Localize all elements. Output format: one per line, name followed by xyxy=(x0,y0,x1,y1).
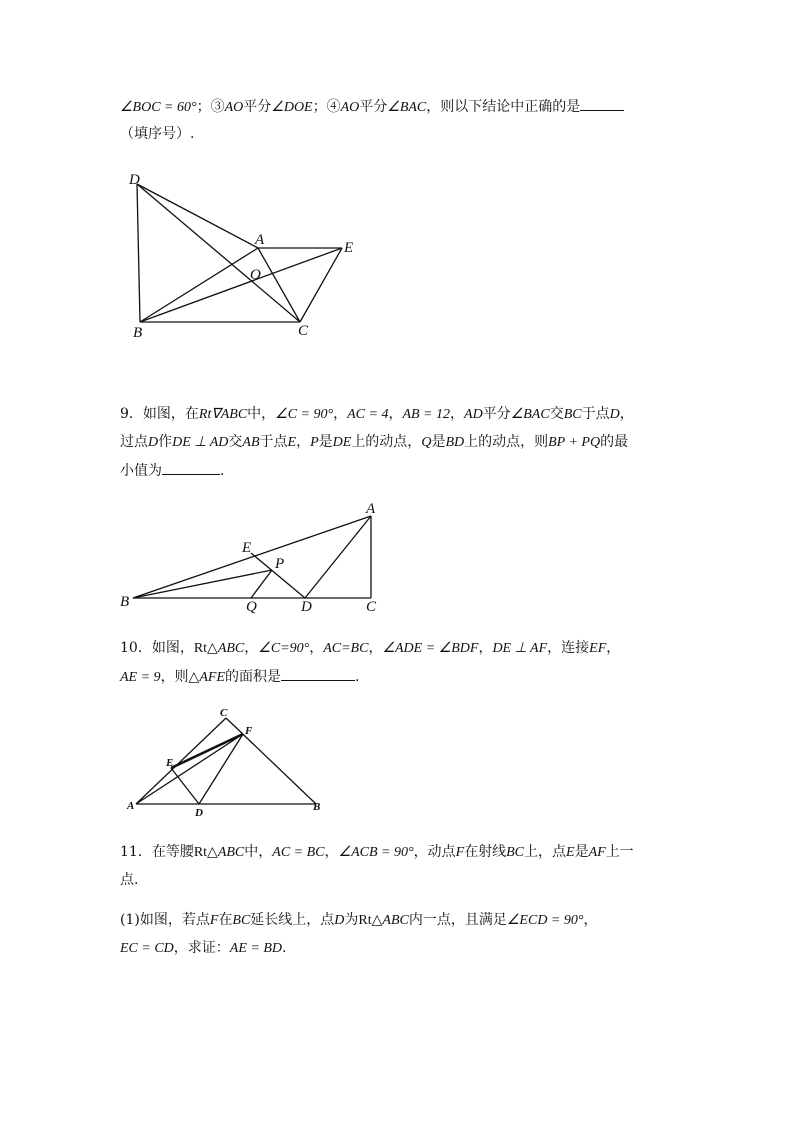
text-segment: 交 xyxy=(228,434,243,450)
text-segment: 于点 xyxy=(259,434,288,450)
text-segment: E xyxy=(566,845,575,860)
text-segment: F xyxy=(455,845,465,860)
text-segment: ，则△ xyxy=(160,669,200,685)
text-segment: AE = BD xyxy=(229,941,283,956)
text-segment: 是 xyxy=(318,434,333,450)
q8-text-line-1: ∠BOC = 60°；③AO平分∠DOE；④AO平分∠BAC，则以下结论中正确的是 xyxy=(120,96,624,118)
text-segment: ， xyxy=(388,406,403,422)
text-segment: D xyxy=(609,407,620,422)
q8-label-b: B xyxy=(133,325,143,341)
q8-label-o: O xyxy=(250,267,261,283)
q8-angle-boc: ∠BOC = 60° xyxy=(120,100,197,115)
q9-label-q: Q xyxy=(246,599,257,615)
text-segment: 作 xyxy=(158,434,173,450)
text-segment: ， xyxy=(324,844,339,860)
text-segment: BC xyxy=(232,913,251,928)
text-segment: 10．如图， xyxy=(120,640,194,656)
text-segment: BC xyxy=(563,407,582,422)
text-segment: ， xyxy=(309,640,324,656)
q10-label-b: B xyxy=(313,801,321,813)
text-segment: 11．在等腰 xyxy=(120,844,194,860)
text-segment: ，求证： xyxy=(173,940,230,956)
text-segment: ， xyxy=(296,434,311,450)
text-segment: D xyxy=(334,913,345,928)
text-segment: D xyxy=(148,435,159,450)
text-segment: P xyxy=(310,435,319,450)
text-segment: ABC xyxy=(217,845,245,860)
text-segment: AB xyxy=(242,435,260,450)
q9-text-line-3: 小值为 . xyxy=(120,460,224,481)
text-segment: 过点 xyxy=(120,434,148,450)
text-segment: ，连接 xyxy=(547,640,590,656)
text-segment: 平分 xyxy=(482,406,511,422)
text-segment: 是 xyxy=(431,434,446,450)
q10-label-d: D xyxy=(195,807,203,819)
text-segment: 上的动点，则 xyxy=(464,434,549,450)
q9-label-d: D xyxy=(301,599,312,615)
text-segment: E xyxy=(287,435,297,450)
text-segment: AB = 12 xyxy=(402,407,451,422)
q11-part1-line-1 xyxy=(120,910,597,931)
q9-label-e: E xyxy=(242,540,252,556)
text-segment: ∠ADE = ∠BDF xyxy=(382,641,479,656)
text-segment: (1)如图，若点 xyxy=(120,912,210,928)
text-segment: 是 xyxy=(574,844,589,860)
q8-label-e: E xyxy=(344,240,354,256)
text-segment: AC=BC xyxy=(323,641,369,656)
text-segment: BC xyxy=(506,845,525,860)
q10-label-e: E xyxy=(166,757,174,769)
text-segment: ，动点 xyxy=(413,844,456,860)
text-segment: AFE xyxy=(199,670,225,685)
text-segment: 于点 xyxy=(581,406,610,422)
text-segment: 中， xyxy=(247,406,276,422)
q11-part1-line-2 xyxy=(120,938,286,959)
q10-label-f: F xyxy=(245,725,253,737)
text-segment: 内一点，且满足 xyxy=(408,912,507,928)
text-segment: AE = 9 xyxy=(120,670,161,685)
text-segment: EC = CD xyxy=(120,941,174,956)
text-segment: 为 xyxy=(344,912,359,928)
q8-label-a: A xyxy=(255,232,265,248)
text-segment: 上，点 xyxy=(524,844,567,860)
text-segment: EF xyxy=(589,641,607,656)
q10-label-c: C xyxy=(220,707,228,719)
text-segment: BP + PQ xyxy=(548,435,601,450)
text-segment: ， xyxy=(606,640,621,656)
text-segment: 的最 xyxy=(600,434,629,450)
text-segment: 9．如图，在 xyxy=(120,406,199,422)
text-segment: 延长线上，点 xyxy=(250,912,335,928)
text-segment: ， xyxy=(368,640,383,656)
q8-label-c: C xyxy=(298,323,309,339)
text-segment: Rt△ xyxy=(358,913,383,928)
text-segment: AF xyxy=(588,845,606,860)
q9-label-p: P xyxy=(275,556,285,572)
q9-label-b: B xyxy=(120,594,130,610)
text-segment: ∠C=90° xyxy=(258,641,310,656)
q9-label-a: A xyxy=(366,501,376,517)
q9-label-c: C xyxy=(366,599,377,615)
text-segment: DE ⊥ AD xyxy=(172,435,229,450)
text-segment: BD xyxy=(445,435,465,450)
text-segment: ∠C = 90° xyxy=(275,407,334,422)
text-segment: AC = BC xyxy=(272,845,325,860)
text-segment: 中， xyxy=(244,844,273,860)
text-segment: Rt△ xyxy=(193,845,218,860)
text-segment: DE ⊥ AF xyxy=(492,641,548,656)
q11-text-line-1 xyxy=(120,842,634,863)
text-segment: 上的动点， xyxy=(351,434,422,450)
text-segment: 在 xyxy=(218,912,233,928)
text-segment: 上一 xyxy=(605,844,634,860)
q11-text-line-2: 点. xyxy=(120,872,139,888)
q10-text-line-2: AE = 9，则△AFE的面积是 . xyxy=(120,666,359,688)
text-segment: ， xyxy=(244,640,259,656)
text-segment: AC = 4 xyxy=(347,407,389,422)
q8-text-line-2: （填序号）. xyxy=(120,126,195,142)
text-segment: 在射线 xyxy=(464,844,507,860)
text-segment: ABC xyxy=(382,913,409,928)
text-segment: ， xyxy=(583,912,598,928)
text-segment: ， xyxy=(450,406,465,422)
text-segment: ∠ACB = 90° xyxy=(338,845,414,860)
text-segment: 交 xyxy=(549,406,564,422)
text-segment: ABC xyxy=(217,641,245,656)
q8-label-d: D xyxy=(129,172,140,188)
text-segment: 的面积是 xyxy=(225,669,281,685)
text-segment: ， xyxy=(478,640,493,656)
q10-label-a: A xyxy=(127,800,135,812)
text-segment: F xyxy=(209,913,219,928)
text-segment: DE xyxy=(332,435,352,450)
text-segment: . xyxy=(282,940,287,956)
text-segment: ， xyxy=(333,406,348,422)
text-segment: ∠BAC xyxy=(510,407,550,422)
text-segment: ∠ECD = 90° xyxy=(506,913,584,928)
text-segment: AD xyxy=(464,407,483,422)
text-segment: Rt∇ABC xyxy=(198,407,248,422)
text-segment: Rt△ xyxy=(193,641,218,656)
text-segment: Q xyxy=(421,435,432,450)
text-segment: ， xyxy=(619,406,634,422)
